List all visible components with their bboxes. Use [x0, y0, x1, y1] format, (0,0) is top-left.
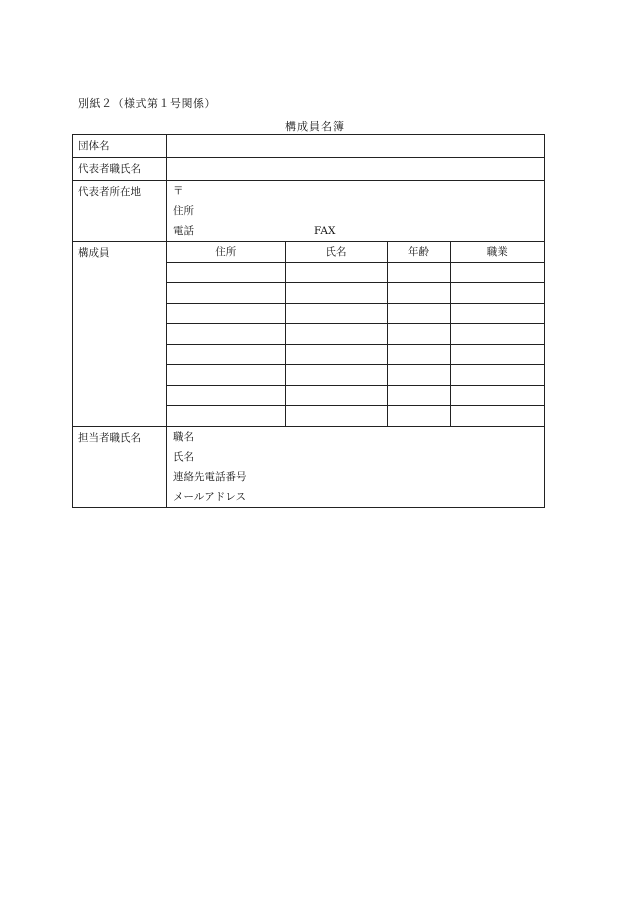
rep-title-name-row	[73, 158, 545, 181]
members-table-cell	[167, 242, 545, 427]
member-name-cell[interactable]	[285, 406, 387, 426]
member-row	[167, 406, 544, 426]
member-row	[167, 324, 544, 345]
member-age-cell[interactable]	[387, 262, 450, 283]
fax-label: FAX	[314, 225, 336, 237]
member-address-cell[interactable]	[167, 303, 285, 324]
contact-name-label: 氏名	[173, 450, 194, 463]
column-header-age: 年齢	[387, 242, 450, 262]
rep-title-name-field[interactable]	[167, 158, 545, 181]
address-line-label: 住所	[173, 205, 194, 217]
phone-fax-line	[167, 221, 544, 241]
group-name-field[interactable]	[167, 135, 545, 158]
group-name-label: 団体名	[73, 135, 167, 158]
column-header-occupation: 職業	[450, 242, 544, 262]
contact-row	[73, 426, 545, 507]
member-occupation-cell[interactable]	[450, 303, 544, 324]
rep-title-name-label: 代表者職氏名	[73, 158, 167, 181]
rep-address-row	[73, 181, 545, 242]
member-name-cell[interactable]	[285, 303, 387, 324]
member-occupation-cell[interactable]	[450, 406, 544, 426]
member-address-cell[interactable]	[167, 262, 285, 283]
member-row	[167, 344, 544, 365]
member-row	[167, 283, 544, 304]
contact-phone-label: 連絡先電話番号	[173, 470, 247, 483]
column-header-address: 住所	[215, 246, 237, 259]
contact-email-label: メールアドレス	[173, 490, 246, 503]
member-name-cell[interactable]	[285, 385, 387, 406]
members-header-row	[167, 242, 544, 262]
member-age-cell[interactable]	[387, 385, 450, 406]
document-title: 構成員名簿	[285, 120, 345, 133]
member-address-cell[interactable]	[167, 406, 285, 426]
member-occupation-cell[interactable]	[450, 365, 544, 386]
member-age-cell[interactable]	[387, 324, 450, 345]
member-address-cell[interactable]	[167, 365, 285, 386]
member-name-cell[interactable]	[285, 344, 387, 365]
phone-label: 電話	[173, 225, 194, 237]
rep-address-label: 代表者所在地	[73, 181, 167, 242]
members-row	[73, 242, 545, 427]
contact-label: 担当者職氏名	[73, 426, 167, 507]
member-name-cell[interactable]	[285, 324, 387, 345]
member-row	[167, 385, 544, 406]
member-age-cell[interactable]	[387, 365, 450, 386]
postal-mark: 〒	[173, 185, 184, 197]
member-age-cell[interactable]	[387, 303, 450, 324]
member-occupation-cell[interactable]	[450, 283, 544, 304]
member-age-cell[interactable]	[387, 283, 450, 304]
member-name-cell[interactable]	[285, 283, 387, 304]
column-header-name: 氏名	[285, 242, 387, 262]
member-address-cell[interactable]	[167, 385, 285, 406]
rep-address-field[interactable]	[167, 181, 545, 242]
member-address-cell[interactable]	[167, 344, 285, 365]
members-table	[167, 242, 544, 426]
group-name-row	[73, 135, 545, 158]
member-age-cell[interactable]	[387, 406, 450, 426]
member-address-cell[interactable]	[167, 283, 285, 304]
member-row	[167, 303, 544, 324]
member-occupation-cell[interactable]	[450, 262, 544, 283]
member-name-cell[interactable]	[285, 262, 387, 283]
member-occupation-cell[interactable]	[450, 324, 544, 345]
annex-label: 別紙２（様式第１号関係）	[78, 97, 216, 110]
member-row	[167, 262, 544, 283]
contact-field[interactable]	[167, 426, 545, 507]
members-label: 構成員	[73, 242, 167, 427]
member-address-cell[interactable]	[167, 324, 285, 345]
member-row	[167, 365, 544, 386]
member-occupation-cell[interactable]	[450, 385, 544, 406]
member-age-cell[interactable]	[387, 344, 450, 365]
member-name-cell[interactable]	[285, 365, 387, 386]
contact-title-label: 職名	[173, 430, 194, 443]
member-roster-form	[72, 134, 545, 508]
member-occupation-cell[interactable]	[450, 344, 544, 365]
